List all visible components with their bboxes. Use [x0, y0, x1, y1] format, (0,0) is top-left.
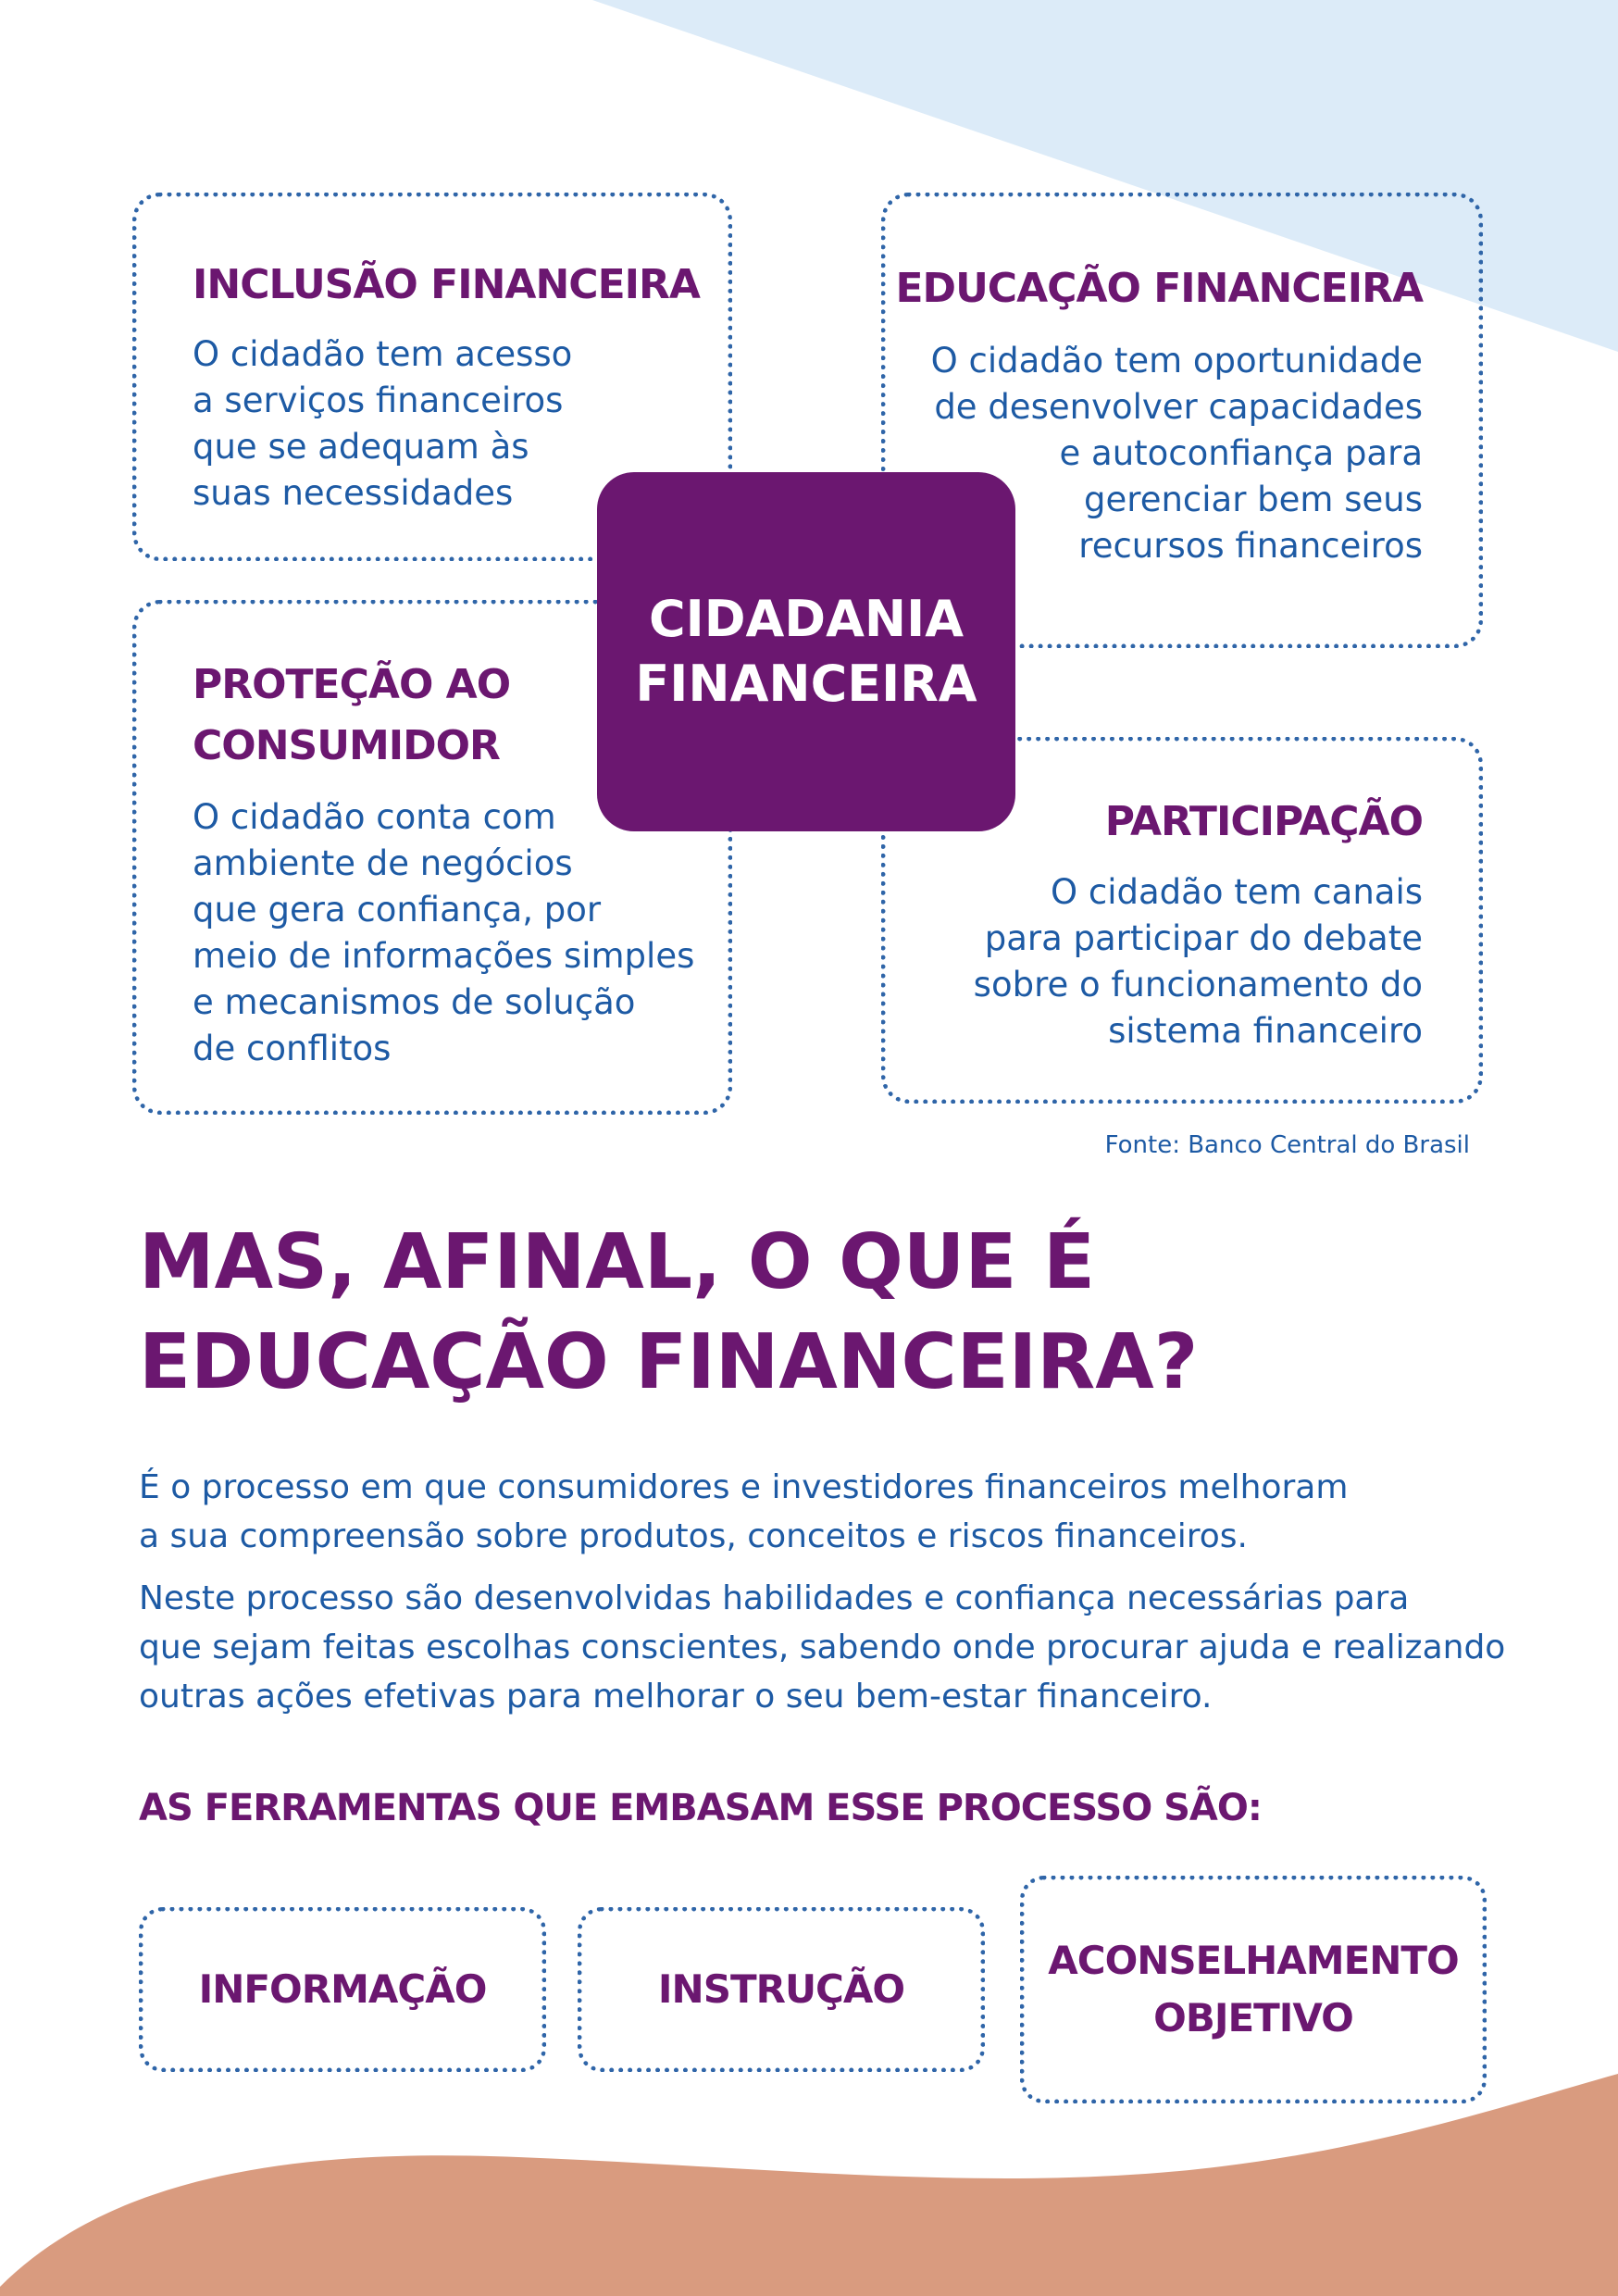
center-box-cidadania-financeira [597, 472, 1015, 831]
card-body: O cidadão conta com ambiente de negócios que gera confiança, por meio de informações simples e mecanismos de solução de conflitos [193, 797, 695, 1068]
card-body: O cidadão tem canais para participar do debate sobre o funcionamento do sistema financeiro [973, 872, 1423, 1051]
tool-informacao [139, 1907, 546, 2072]
tool-label: ACONSELHAMENTO OBJETIVO [1048, 1938, 1459, 2040]
card-body: O cidadão tem oportunidade de desenvolver capacidades e autoconfiança para gerenciar bem seus recursos financeiros [930, 341, 1423, 566]
card-body: O cidadão tem acesso a serviços financeiros que se adequam às suas necessidades [193, 334, 573, 513]
paragraph-process: Neste processo são desenvolvidas habilidades e confiança necessárias para que sejam feitas escolhas conscientes, sabendo onde procurar ajuda e realizando outras ações efetivas para melhorar o seu bem-estar financeiro. [139, 1579, 1506, 1716]
tool-label: INSTRUÇÃO [657, 1966, 905, 2012]
card-title: PARTICIPAÇÃO [1104, 798, 1423, 845]
card-title: INCLUSÃO FINANCEIRA [193, 261, 700, 308]
card-title: PROTEÇÃO AO CONSUMIDOR [193, 661, 511, 769]
tools-heading: AS FERRAMENTAS QUE EMBASAM ESSE PROCESSO SÃO: [139, 1787, 1262, 1829]
tool-label: INFORMAÇÃO [198, 1966, 487, 2012]
page-title: MAS, AFINAL, O QUE É EDUCAÇÃO FINANCEIRA? [139, 1218, 1199, 1406]
paragraph-definition: É o processo em que consumidores e investidores financeiros melhoram a sua compreensão sobre produtos, conceitos e riscos financeiros. [139, 1468, 1349, 1555]
tool-instrucao [578, 1907, 985, 2072]
tool-aconselhamento-objetivo [1020, 1876, 1487, 2103]
center-title: CIDADANIA FINANCEIRA [635, 590, 977, 713]
salmon-wave-shape [0, 2074, 1618, 2296]
card-title: EDUCAÇÃO FINANCEIRA [895, 265, 1423, 312]
source-note: Fonte: Banco Central do Brasil [1104, 1131, 1470, 1159]
